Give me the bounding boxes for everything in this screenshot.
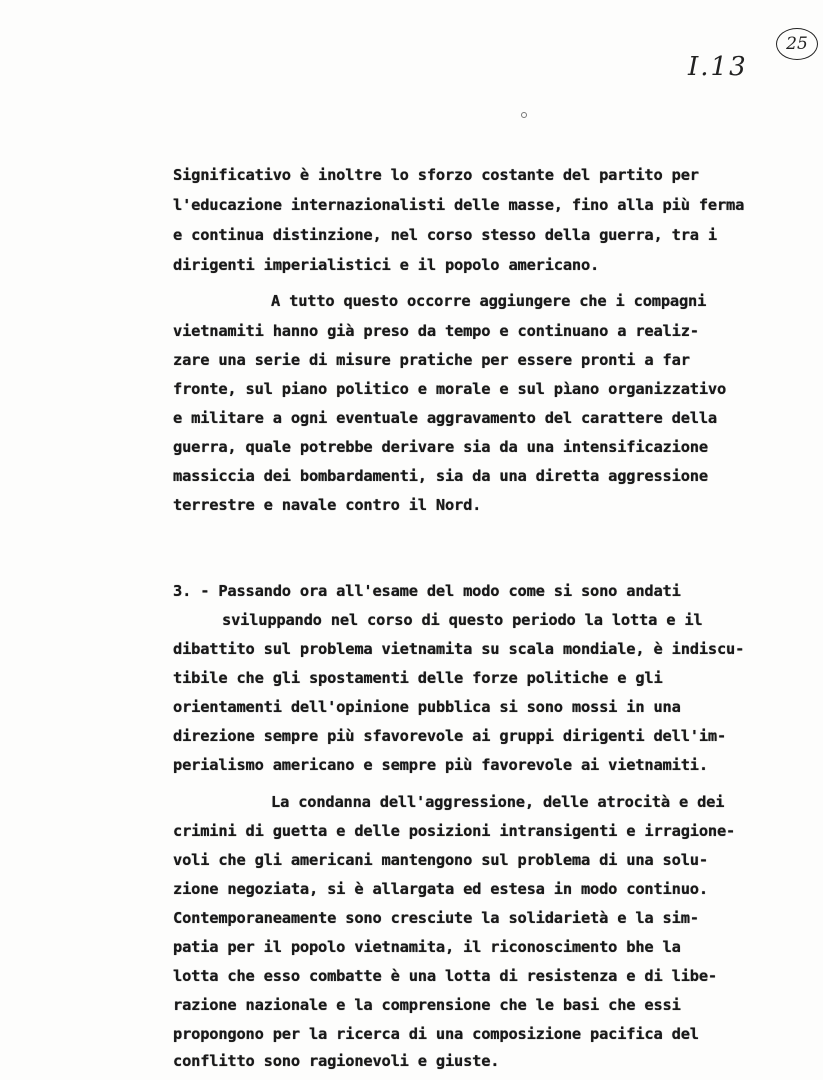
text-line: massiccia dei bombardamenti, sia da una diretta aggressione	[173, 467, 708, 485]
text-line: conflitto sono ragionevoli e giuste.	[173, 1052, 500, 1070]
text-line: propongono per la ricerca di una composizione pacifica del	[173, 1025, 699, 1043]
text-line: razione nazionale e la comprensione che le basi che essi	[173, 996, 681, 1014]
text-line: orientamenti dell'opinione pubblica si sono mossi in una	[173, 698, 681, 716]
text-line: A tutto questo occorre aggiungere che i compagni	[271, 292, 707, 310]
text-line: Contemporaneamente sono cresciute la solidarietà e la sim-	[173, 909, 699, 927]
text-line: tibile che gli spostamenti delle forze politiche e gli	[173, 669, 663, 687]
text-line: crimini di guetta e delle posizioni intransigenti e irragione-	[173, 822, 736, 840]
text-line: vietnamiti hanno già preso da tempo e continuano a realiz-	[173, 322, 699, 340]
text-line: voli che gli americani mantengono sul problema di una solu-	[173, 851, 708, 869]
text-line: dibattito sul problema vietnamita su scala mondiale, è indiscu-	[173, 640, 745, 658]
text-line: zione negoziata, si è allargata ed estesa in modo continuo.	[173, 880, 708, 898]
text-line: Significativo è inoltre lo sforzo costante del partito per	[173, 166, 699, 184]
text-line: patia per il popolo vietnamita, il riconoscimento bhe la	[173, 938, 681, 956]
text-line: guerra, quale potrebbe derivare sia da una intensificazione	[173, 438, 708, 456]
section-heading-line: 3. - Passando ora all'esame del modo come si sono andati	[173, 582, 681, 600]
text-line: zare una serie di misure pratiche per essere pronti a far	[173, 351, 690, 369]
ink-dot	[521, 112, 527, 118]
text-line: perialismo americano e sempre più favorevole ai vietnamiti.	[173, 756, 708, 774]
text-line: terrestre e navale contro il Nord.	[173, 496, 482, 514]
text-line: e continua distinzione, nel corso stesso della guerra, tra i	[173, 226, 717, 244]
text-line: La condanna dell'aggressione, delle atrocità e dei	[271, 793, 725, 811]
text-line: e militare a ogni eventuale aggravamento del carattere della	[173, 409, 717, 427]
text-line: dirigenti imperialistici e il popolo americano.	[173, 256, 600, 274]
text-line: sviluppando nel corso di questo periodo la lotta e il	[222, 611, 703, 629]
text-line: l'educazione internazionalisti delle masse, fino alla più ferma	[173, 196, 745, 214]
text-line: fronte, sul piano politico e morale e sul pìano organizzativo	[173, 380, 727, 398]
document-code: I.13	[688, 52, 748, 82]
text-line: lotta che esso combatte è una lotta di resistenza e di libe-	[173, 967, 717, 985]
text-line: direzione sempre più sfavorevole ai gruppi dirigenti dell'im-	[173, 727, 727, 745]
page-number-circled: 25	[776, 28, 818, 60]
